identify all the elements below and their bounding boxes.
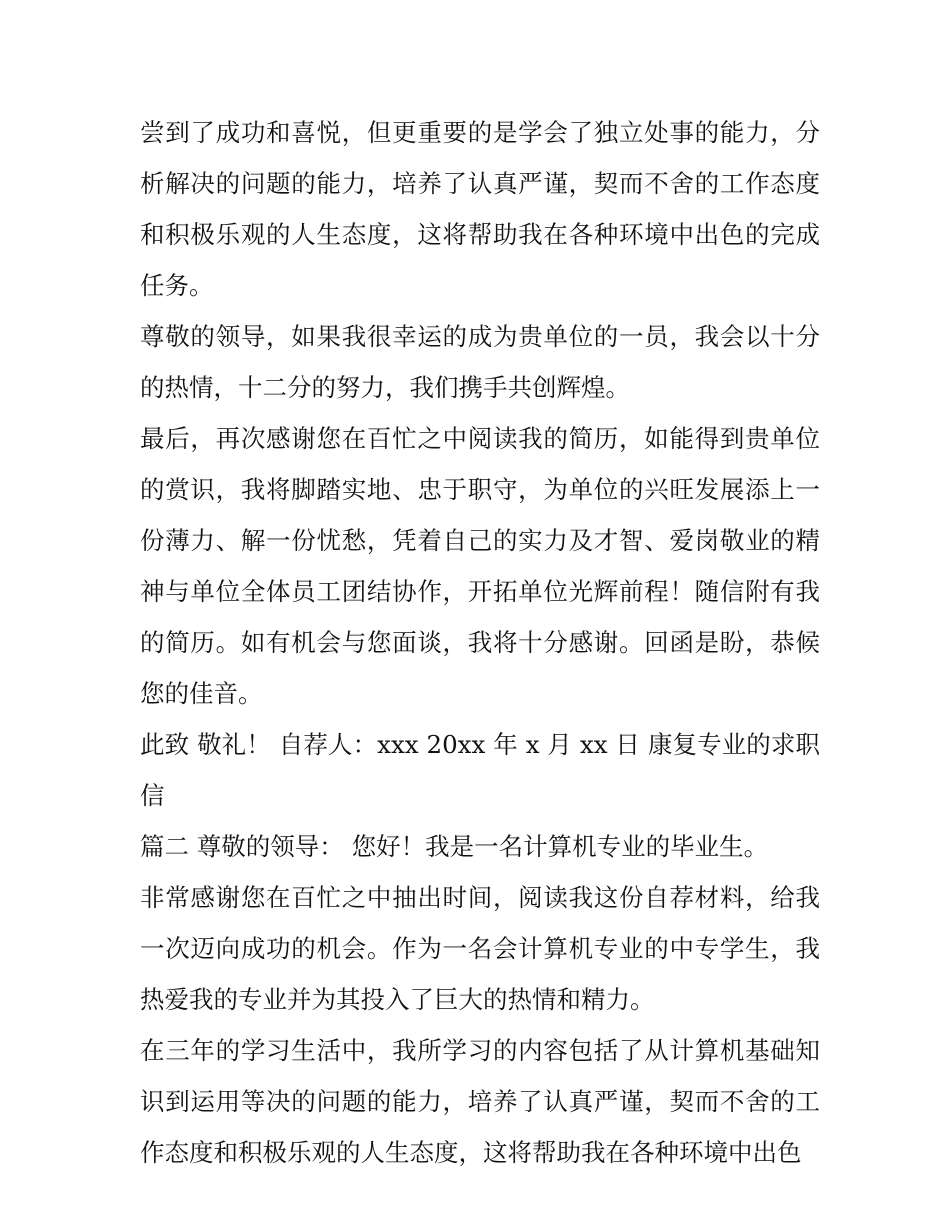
paragraph-1: 尝到了成功和喜悦，但更重要的是学会了独立处事的能力，分析解决的问题的能力，培养了认真严谨，契而不舍的工作态度和积极乐观的人生态度，这将帮助我在各种环境中出色的完成任务。 bbox=[140, 118, 820, 300]
paragraph-2: 尊敬的领导，如果我很幸运的成为贵单位的一员，我会以十分的热情，十二分的努力，我们携手共创辉煌。 bbox=[140, 322, 820, 402]
document-body bbox=[140, 107, 820, 1178]
paragraph-6: 在三年的学习生活中，我所学习的内容包括了从计算机基础知识到运用等决的问题的能力，培养了认真严谨，契而不舍的工作态度和积极乐观的人生态度，这将帮助我在各种环境中出色 bbox=[140, 1036, 820, 1167]
paragraph-closing: 此致 敬礼！ 自荐人：xxx 20xx 年 x 月 xx 日 康复专业的求职信 bbox=[140, 730, 820, 810]
paragraph-3: 最后，再次感谢您在百忙之中阅读我的简历，如能得到贵单位的赏识，我将脚踏实地、忠于职守，为单位的兴旺发展添上一份薄力、解一份忧愁，凭着自己的实力及才智、爱岗敬业的精神与单位全体员工团结协作，开拓单位光辉前程！随信附有我的简历。如有机会与您面谈，我将十分感谢。回函是盼，恭候您的佳音。 bbox=[140, 424, 820, 708]
paragraph-5: 非常感谢您在百忙之中抽出时间，阅读我这份自荐材料，给我一次迈向成功的机会。作为一名会计算机专业的中专学生，我热爱我的专业并为其投入了巨大的热情和精力。 bbox=[140, 883, 820, 1014]
paragraph-section-two-greeting: 篇二 尊敬的领导： 您好！我是一名计算机专业的毕业生。 bbox=[140, 832, 769, 861]
